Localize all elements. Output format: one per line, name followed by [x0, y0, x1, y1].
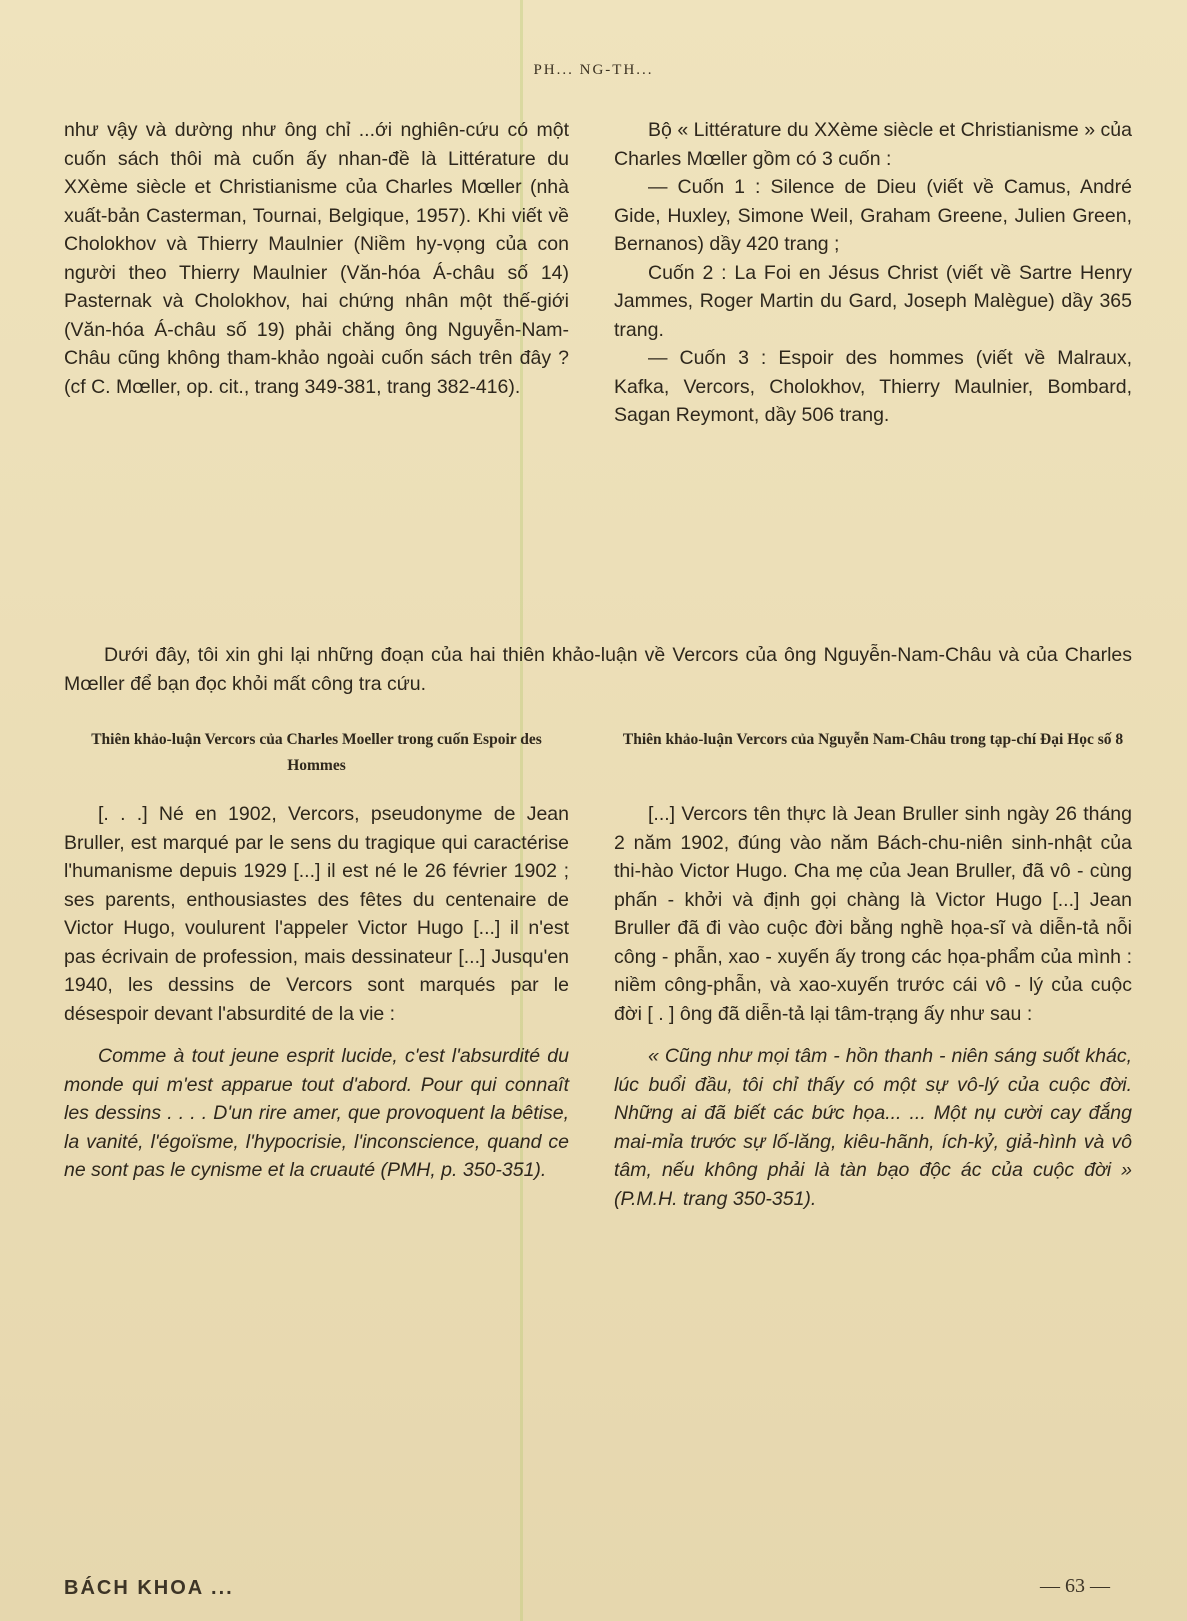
left-section-quote: Comme à tout jeune esprit lucide, c'est l'absurdité du monde qui m'est apparue tout d'abord. Pour qui connaît les dessins . . . . D'un rire amer, que provoquent la bêtise, la vanité, l'égoïsme, l'hypocrisie, l'inconscience, quand ce ne sont pas le cynisme et la cruauté (PMH, p. 350-351). — [64, 1045, 569, 1181]
right-top-paragraph-2: — Cuốn 1 : Silence de Dieu (viết về Camus, André Gide, Huxley, Simone Weil, Graham Greene, Julien Green, Bernanos) dầy 420 trang ; — [614, 176, 1132, 255]
full-width-paragraph-block — [64, 641, 1132, 699]
page-number: — 63 — — [1040, 1575, 1110, 1597]
right-top-paragraph-3: Cuốn 2 : La Foi en Jésus Christ (viết về Sartre Henry Jammes, Roger Martin du Gard, Joseph Malègue) dầy 365 trang. — [614, 261, 1132, 341]
right-section-quote: « Cũng như mọi tâm - hồn thanh - niên sáng suốt khác, lúc buổi đầu, tôi chỉ thấy có một sự vô-lý của cuộc đời. Những ai đã biết các bức họa... ... Một nụ cười cay đắng mai-mỉa trước sự lố-lăng, kiêu-hãnh, ích-kỷ, giả-hình và vô tâm, nếu không phải là tàn bạo độc ác của cuộc đời » (P.M.H. trang 350-351). — [614, 1045, 1132, 1210]
footer-magazine-name: BÁCH KHOA ... — [64, 1577, 234, 1599]
running-header: PH... NG-TH... — [533, 62, 654, 78]
right-section-body — [614, 800, 1132, 1213]
left-section-title: Thiên khảo-luận Vercors của Charles Moeller trong cuốn Espoir des Hommes — [91, 731, 542, 774]
right-column-top — [614, 116, 1132, 430]
left-top-paragraph: như vậy và dường như ông chỉ ...ới nghiên-cứu có một cuốn sách thôi mà cuốn ấy nhan-đề là Littérature du XXème siècle et Christianisme của Charles Mœller (nhà xuất-bản Casterman, Tournai, Belgique, 1957). Khi viết về Cholokhov và Thierry Maulnier (Niềm hy-vọng của con người theo Thierry Maulnier (Văn-hóa Á-châu số 14) Pasternak và Cholokhov, hai chứng nhân một thế-giới (Văn-hóa Á-châu số 19) phải chăng ông Nguyễn-Nam-Châu cũng không tham-khảo ngoài cuốn sách trên đây ? (cf C. Mœller, op. cit., trang 349-381, trang 382-416). — [64, 119, 569, 398]
full-width-paragraph: Dưới đây, tôi xin ghi lại những đoạn của hai thiên khảo-luận về Vercors của ông Nguyễn-Nam-Châu và của Charles Mœller để bạn đọc khỏi mất công tra cứu. — [64, 644, 1132, 695]
right-section-text: [...] Vercors tên thực là Jean Bruller sinh ngày 26 tháng 2 năm 1902, đúng vào năm Bách-chu-niên sinh-nhật của thi-hào Victor Hugo. Cha mẹ của Jean Bruller, đã vô - cùng phấn - khởi và định gọi chàng là Victor Hugo [...] Jean Bruller đã đi vào cuộc đời bằng nghề họa-sĩ và diễn-tả nỗi công - phẫn, xao - xuyến ấy trong các họa-phẩm của mình : niềm công-phẫn, và xao-xuyến trước cái vô - lý của cuộc đời [ . ] ông đã diễn-tả lại tâm-trạng ấy như sau : — [614, 803, 1132, 1025]
right-section-title: Thiên khảo-luận Vercors của Nguyễn Nam-Châu trong tạp-chí Đại Học số 8 — [622, 731, 1124, 748]
right-top-paragraph-4: — Cuốn 3 : Espoir des hommes (viết về Malraux, Kafka, Vercors, Cholokhov, Thierry Maulnier, Bombard, Sagan Reymont, dầy 506 trang. — [614, 347, 1132, 426]
right-top-paragraph-1: Bộ « Littérature du XXème siècle et Christianisme » của Charles Mœller gồm có 3 cuốn : — [614, 119, 1132, 170]
left-section-text: [. . .] Né en 1902, Vercors, pseudonyme de Jean Bruller, est marqué par le sens du tragique qui caractérise l'humanisme depuis 1929 [...] il est né le 26 février 1902 ; ses parents, enthousiastes des fêtes du centenaire de Victor Hugo, voulurent l'appeler Victor Hugo [...] il n'est pas écrivain de profession, mais dessinateur [...] Jusqu'en 1940, les dessins de Vercors sont marqués par le désespoir devant l'absurdité de la vie : — [64, 803, 569, 1025]
left-section-body — [64, 800, 569, 1185]
left-column-top — [64, 116, 569, 401]
